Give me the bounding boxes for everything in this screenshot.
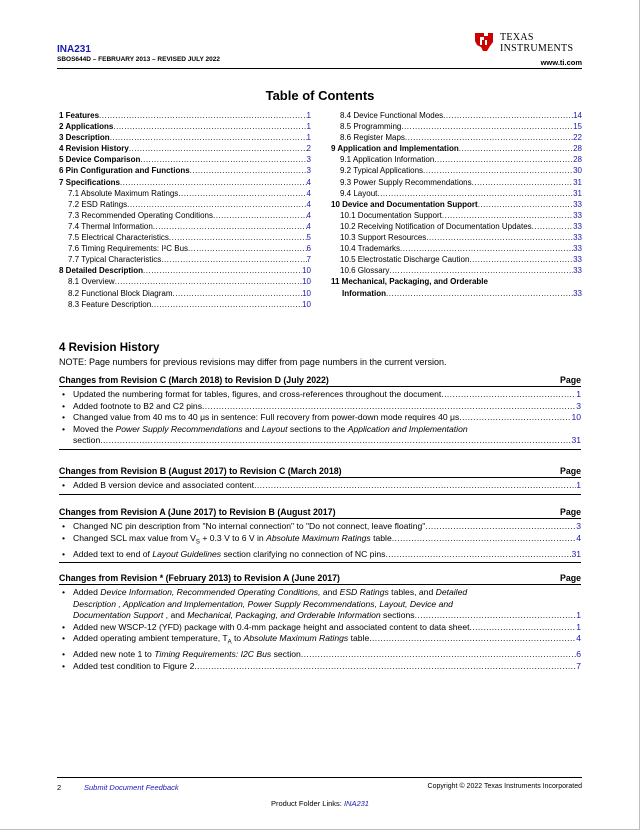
toc-page-link[interactable]: 28 (573, 144, 582, 154)
toc-page-link[interactable]: 28 (573, 155, 582, 165)
toc-entry[interactable]: 3 Description ..... 1 (59, 132, 311, 143)
toc-entry[interactable]: 11 Mechanical, Packaging, and Orderable (331, 277, 488, 287)
page-link[interactable]: 4 (576, 532, 581, 543)
list-item: • Changed SCL max value from $V_S + 0.3$ V to 6 V in Absolute Maximum Ratings table ..... 4 (59, 533, 581, 549)
page-link[interactable]: 3 (576, 521, 581, 531)
toc-entry[interactable]: 8.5 Programming ..... 15 (331, 121, 582, 132)
toc-page-link[interactable]: 1 (306, 133, 311, 143)
toc-page-link[interactable]: 33 (573, 244, 582, 254)
toc-entry[interactable]: 7.6 Timing Requirements: I²C Bus ..... 6 (59, 243, 311, 254)
toc-entry[interactable]: 8.6 Register Maps ..... 22 (331, 132, 582, 143)
revision-note: NOTE: Page numbers for previous revisions may differ from page numbers in the current version. (59, 357, 447, 367)
page-link[interactable]: 1 (576, 389, 581, 399)
page-link[interactable]: 4 (576, 633, 581, 643)
toc-entry[interactable]: 8.4 Device Functional Modes ..... 14 (331, 110, 582, 121)
revision-group-header (59, 466, 581, 478)
page-link[interactable]: 1 (576, 480, 581, 490)
section-title: 4 Revision History (59, 342, 160, 354)
toc-entry[interactable]: 6 Pin Configuration and Functions ..... 3 (59, 165, 311, 176)
toc-entry[interactable]: 9 Application and Implementation ..... 28 (331, 143, 582, 154)
toc-entry[interactable]: 9.4 Layout ..... 31 (331, 188, 582, 199)
revision-group (59, 375, 581, 450)
page-link[interactable]: 1 (576, 621, 581, 632)
page-link[interactable]: 7 (576, 660, 581, 671)
toc-entry[interactable]: 9.2 Typical Applications ..... 30 (331, 165, 582, 176)
list-item: • Updated the numbering format for tables, figures, and cross-references throughout the document ..... 1 (59, 389, 581, 401)
toc-page-link[interactable]: 33 (573, 288, 582, 298)
toc-page-link[interactable]: 4 (306, 177, 311, 187)
ti-wordmark: TEXAS INSTRUMENTS (500, 32, 574, 54)
toc-title: Table of Contents (265, 88, 375, 103)
page-column-header: Page (559, 466, 581, 476)
page-header-left (57, 44, 220, 63)
toc-page-link[interactable]: 10 (302, 299, 311, 309)
toc-page-link[interactable]: 30 (573, 166, 582, 176)
part-number-link[interactable]: INA231 (57, 44, 91, 55)
toc-entry[interactable]: 1 Features ..... 1 (59, 110, 311, 121)
list-item: • Changed NC pin description from "No internal connection" to "Do not connect, leave floating" ..... 3 (59, 521, 581, 533)
page-column-header: Page (559, 507, 581, 517)
toc-entry[interactable]: 8.1 Overview ..... 10 (59, 276, 311, 287)
revision-group (59, 507, 581, 563)
toc-entry[interactable]: 5 Device Comparison ..... 3 (59, 154, 311, 165)
toc-entry[interactable]: 10.2 Receiving Notification of Documentation Updates ..... 33 (331, 221, 582, 232)
toc-entry[interactable]: 10.3 Support Resources ..... 33 (331, 232, 582, 243)
toc-page-link[interactable]: 10 (302, 288, 311, 298)
toc-page-link[interactable]: 22 (573, 133, 582, 143)
toc-entry[interactable]: 9.3 Power Supply Recommendations ..... 31 (331, 177, 582, 188)
toc-page-link[interactable]: 7 (306, 255, 311, 265)
page-column-header: Page (559, 573, 581, 583)
revision-group-heading: Changes from Revision * (February 2013) to Revision A (June 2017) (59, 573, 340, 583)
toc-page-link[interactable]: 3 (306, 155, 311, 165)
toc-page-link[interactable]: 33 (573, 199, 582, 209)
toc-entry[interactable]: 10.1 Documentation Support ..... 33 (331, 210, 582, 221)
copyright: Copyright © 2022 Texas Instruments Incorporated (427, 783, 582, 790)
toc-page-link[interactable]: 10 (302, 277, 311, 287)
page-link[interactable]: 3 (576, 400, 581, 411)
list-item: • Added new WSCP-12 (YFD) package with 0.4-mm package height and associated content to data sheet ..... 1 (59, 622, 581, 634)
toc-entry[interactable]: 9.1 Application Information ..... 28 (331, 154, 582, 165)
toc-entry[interactable]: 10.5 Electrostatic Discharge Caution ..... 33 (331, 254, 582, 265)
product-folder-link[interactable]: INA231 (343, 799, 369, 808)
list-item: • Moved the Power Supply Recommendations and Layout sections to the Application and Implementation section ..... 31 (59, 424, 581, 447)
revision-group-heading: Changes from Revision B (August 2017) to Revision C (March 2018) (59, 466, 342, 476)
document-id: SBOS644D – FEBRUARY 2013 – REVISED JULY 2022 (57, 56, 220, 63)
toc-entry[interactable]: 10.6 Glossary ..... 33 (331, 265, 582, 276)
list-item: • Added footnote to B2 and C2 pins ..... 3 (59, 401, 581, 413)
toc-page-link[interactable]: 31 (573, 188, 582, 198)
toc-entry[interactable]: 7.1 Absolute Maximum Ratings ..... 4 (59, 188, 311, 199)
toc-page-link[interactable]: 15 (573, 122, 582, 132)
revision-group-heading: Changes from Revision C (March 2018) to Revision D (July 2022) (59, 375, 329, 385)
revision-group-heading: Changes from Revision A (June 2017) to Revision B (August 2017) (59, 507, 336, 517)
page-column-header: Page (559, 375, 581, 385)
toc-entry-continued[interactable]: Information ..... 33 (331, 288, 582, 299)
toc-page-link[interactable]: 33 (573, 210, 582, 220)
page-number: 2 (57, 783, 62, 792)
list-item: • Added Device Information, Recommended Operating Conditions, and ESD Ratings tables, and Detailed Description , Application and Implementation, Power Supply Recommendations, Layout, Device and Documentation Support , and Mechanical, Packaging, and Orderable Information sections ..... 1 (59, 587, 581, 622)
toc-entry[interactable]: 8.3 Feature Description ..... 10 (59, 299, 311, 310)
toc-page-link[interactable]: 33 (573, 255, 582, 265)
toc-page-link[interactable]: 10 (302, 266, 311, 276)
toc-page-link[interactable]: 2 (306, 144, 311, 154)
revision-group (59, 573, 581, 672)
toc-left-column (59, 110, 311, 310)
toc-entry[interactable]: 7 Specifications ..... 4 (59, 177, 311, 188)
header-divider (57, 68, 582, 69)
toc-page-link[interactable]: 14 (573, 111, 582, 120)
toc-page-link[interactable]: 33 (573, 221, 582, 231)
toc-page-link[interactable]: 5 (306, 233, 311, 243)
toc-page-link[interactable]: 3 (306, 166, 311, 176)
revision-group-header (59, 375, 581, 387)
toc-page-link[interactable]: 33 (573, 266, 582, 276)
toc-entry[interactable]: 4 Revision History ..... 2 (59, 143, 311, 154)
page-link[interactable]: 31 (571, 435, 581, 445)
toc-entry[interactable]: 7.4 Thermal Information ..... 4 (59, 221, 311, 232)
list-item: • Changed value from 40 ms to 40 μs in sentence: Full recovery from power-down mode requires 40 μs ..... 10 (59, 412, 581, 424)
toc-page-link[interactable]: 1 (306, 111, 311, 120)
toc-page-link[interactable]: 4 (306, 221, 311, 231)
footer-divider (57, 777, 582, 778)
list-item: • Added text to end of Layout Guidelines section clarifying no connection of NC pins ..... 31 (59, 549, 581, 561)
toc-page-link[interactable]: 4 (306, 188, 311, 198)
toc-entry[interactable]: 7.7 Typical Characteristics ..... 7 (59, 254, 311, 265)
toc-page-link[interactable]: 6 (306, 244, 311, 254)
ti-state-icon (472, 30, 496, 54)
page-link[interactable]: 10 (571, 412, 581, 422)
page-link[interactable]: 1 (576, 610, 581, 620)
list-item: • Added test condition to Figure 2 ..... 7 (59, 661, 581, 673)
toc-page-link[interactable]: 4 (306, 210, 311, 220)
page-link[interactable]: 6 (576, 649, 581, 660)
toc-page-link[interactable]: 1 (306, 122, 311, 132)
toc-right-column (331, 110, 582, 299)
list-item: • Added operating ambient temperature, $T_A$ to Absolute Maximum Ratings table ..... 4 (59, 633, 581, 649)
toc-entry[interactable]: 8.2 Functional Block Diagram ..... 10 (59, 288, 311, 299)
list-item: • Added new note 1 to Timing Requirements: I2C Bus section ..... 6 (59, 649, 581, 661)
toc-page-link[interactable]: 33 (573, 233, 582, 243)
revision-group-header (59, 507, 581, 519)
submit-feedback-link[interactable]: Submit Document Feedback (84, 783, 179, 792)
toc-entry[interactable]: 2 Applications ..... 1 (59, 121, 311, 132)
toc-entry[interactable]: 10.4 Trademarks ..... 33 (331, 243, 582, 254)
toc-page-link[interactable]: 4 (306, 199, 311, 209)
toc-entry[interactable]: 10 Device and Documentation Support ..... 33 (331, 199, 582, 210)
toc-entry[interactable]: 8 Detailed Description ..... 10 (59, 265, 311, 276)
ti-url-link[interactable]: www.ti.com (540, 58, 582, 67)
page-link[interactable]: 31 (571, 548, 581, 559)
revision-group (59, 466, 581, 495)
toc-page-link[interactable]: 31 (573, 177, 582, 187)
toc-entry[interactable]: 7.5 Electrical Characteristics ..... 5 (59, 232, 311, 243)
list-item: • Added B version device and associated content ..... 1 (59, 480, 581, 492)
toc-entry[interactable]: 7.2 ESD Ratings ..... 4 (59, 199, 311, 210)
product-folder-links: Product Folder Links: INA231 (271, 799, 369, 808)
revision-group-header (59, 573, 581, 585)
toc-entry[interactable]: 7.3 Recommended Operating Conditions ..... 4 (59, 210, 311, 221)
ti-logo (472, 30, 582, 58)
